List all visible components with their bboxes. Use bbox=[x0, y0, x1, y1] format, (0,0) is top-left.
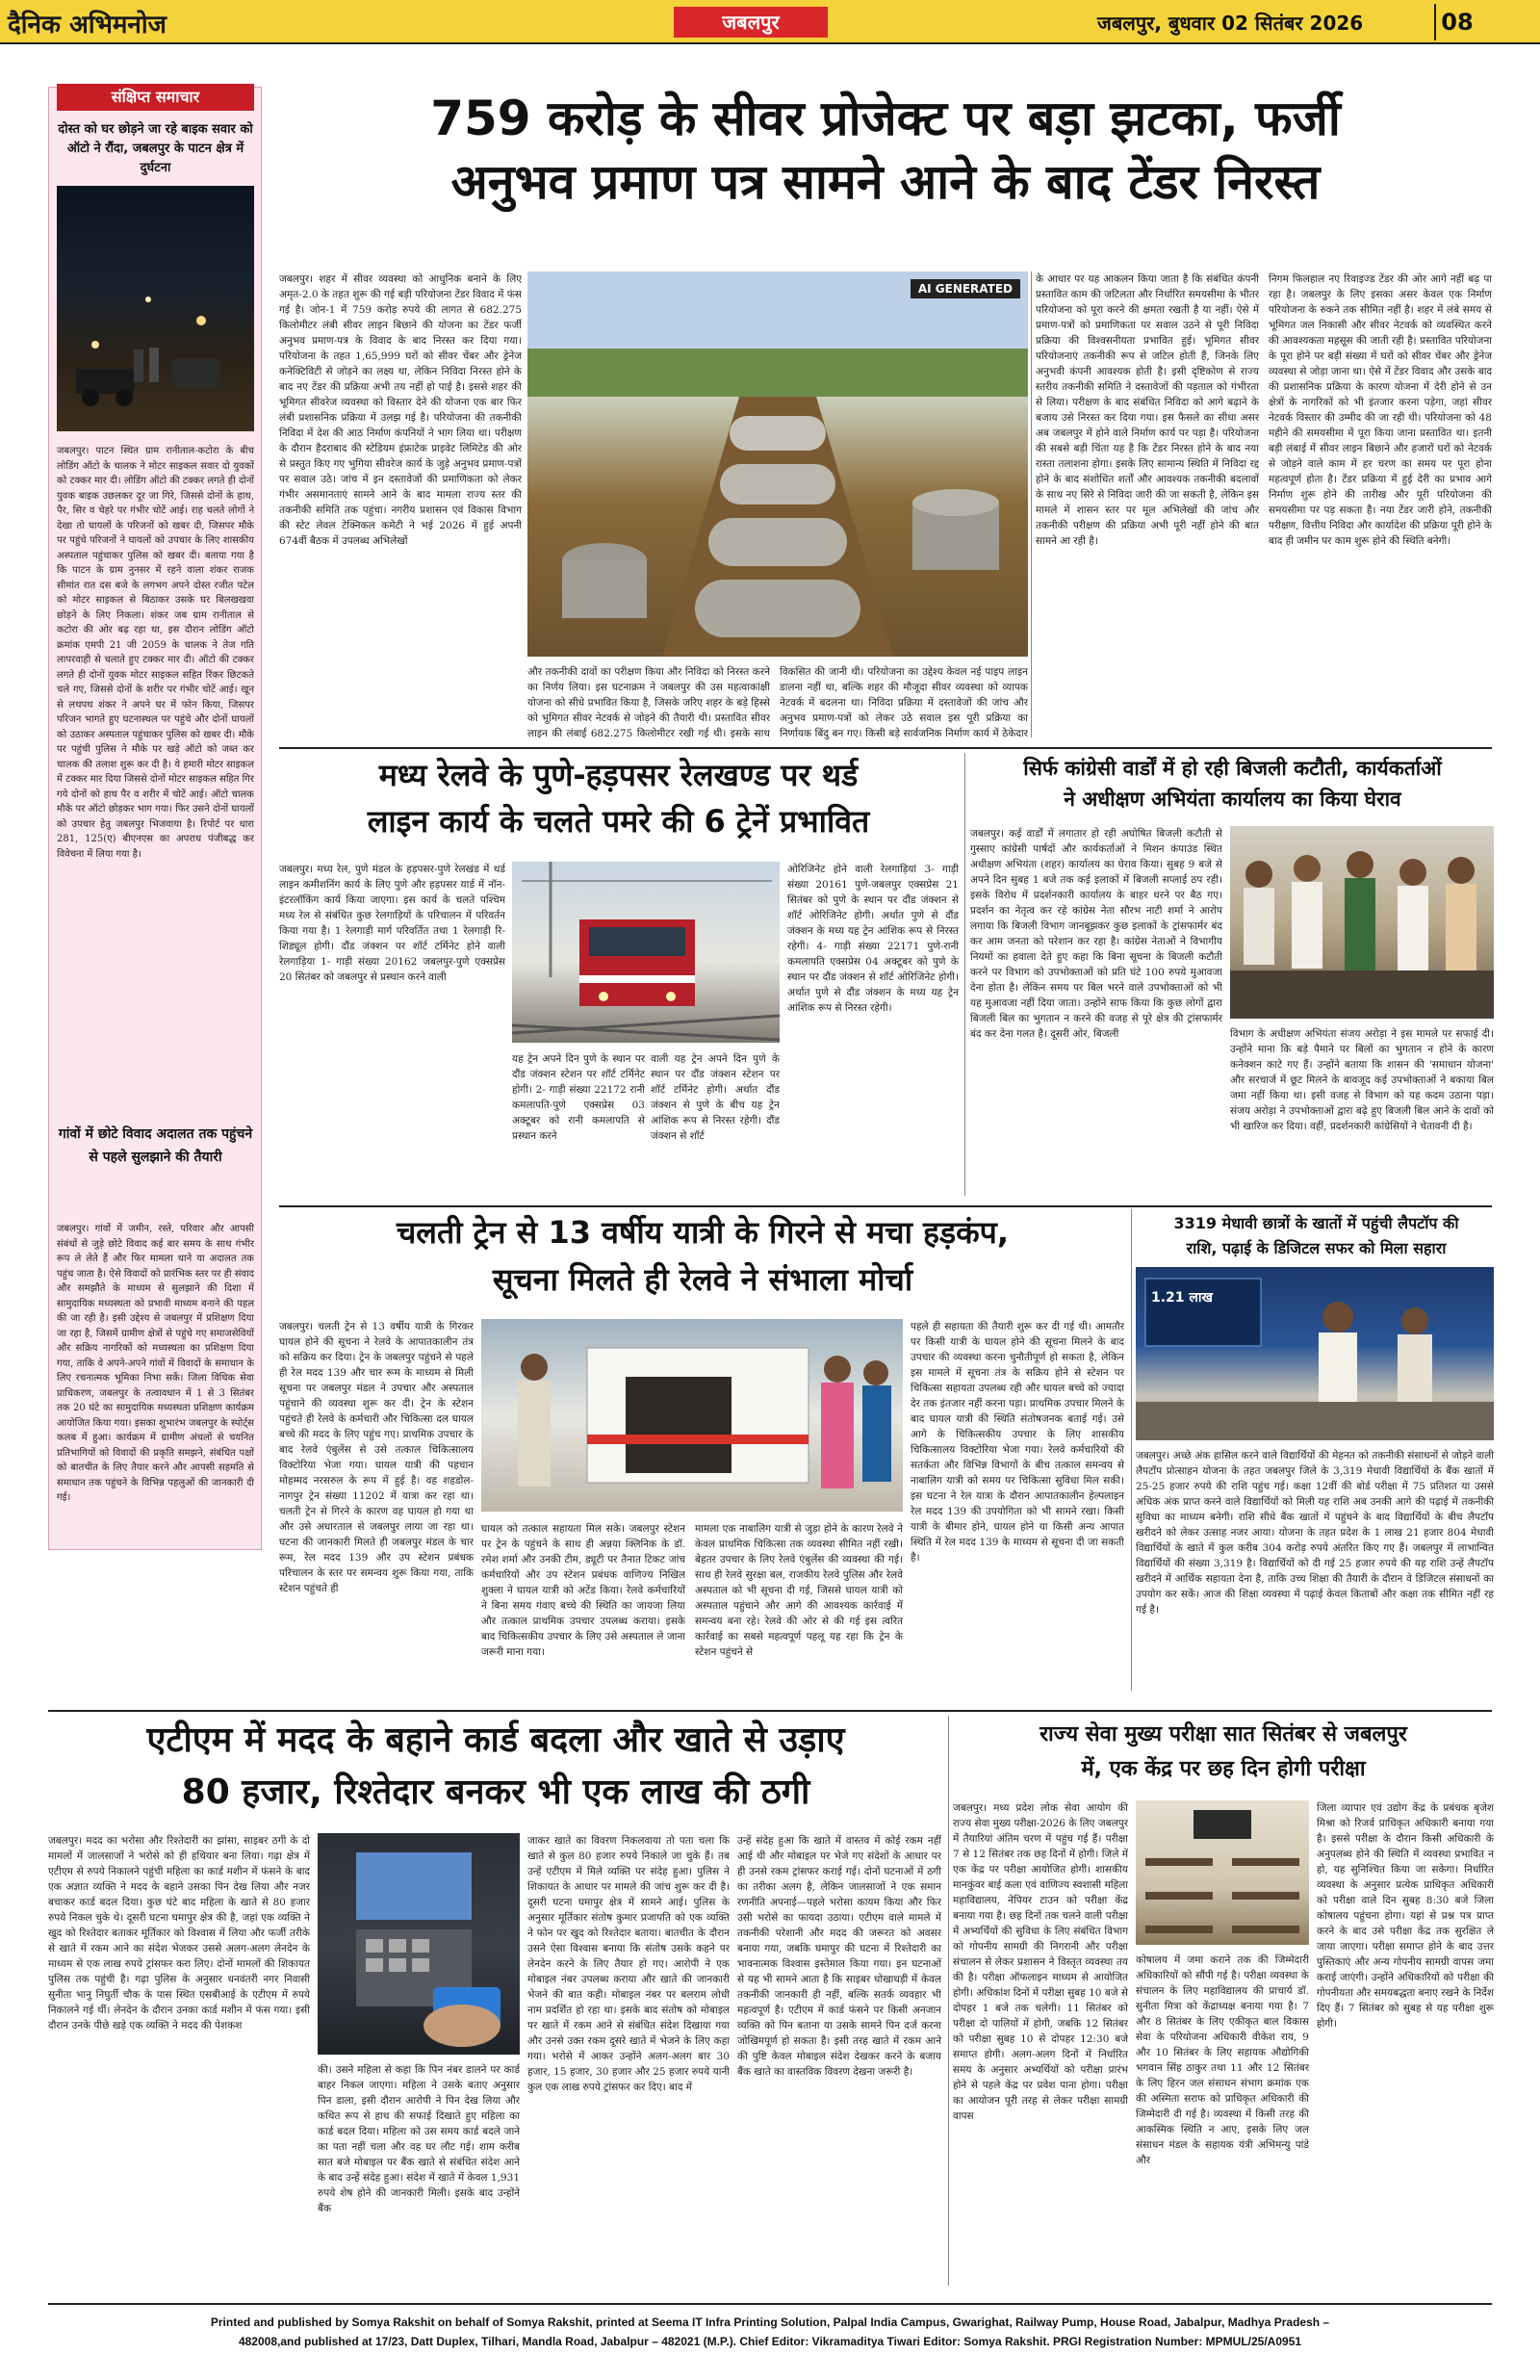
protest-crowd-illustration bbox=[1230, 826, 1494, 1019]
footer-imprint-line2: 482008,and published at 17/23, Datt Duplex, Tilhari, Mandla Road, Jabalpur – 482021 (M.P.). Chief Editor: Vikramaditya Tiwari Editor: Somya Rakshit. PRGI Registration Number: MPMUL/25/A0951 bbox=[238, 2335, 1302, 2348]
laptop-col1: जबलपुर। अच्छे अंक हासिल करने वाले विद्यार्थियों की मेहनत को तकनीकी संसाधनों से जोड़ने वाली लैपटॉप प्रोत्साहन योजना के तहत जबलपुर जिले के 3,319 मेधावी विद्यार्थियों के बैंक खातों में 25-25 हजार रुपये की राशि पहुंच गई। कक्षा 12वीं की बोर्ड परीक्षा में 75 प्रतिशत या उससे अधिक अंक प्राप्त करने वाले विद्यार्थियों को मिली यह राशि अब उनकी आगे की पढ़ाई में तकनीकी सुविधा का माध्यम बनेगी। राशि सीधे बैंक खातों में पहुंचने के बाद विद्यार्थियों के बीच लैपटॉप खरीदने को लेकर उत्साह नजर आया। योजना के तहत प्रदेश के 1 लाख 21 हजार 804 मेधावी विद्यार्थियों के खाते में कुल करीब 304 करोड़ रुपये अंतरित किए गए हैं। जबलपुर में लाभान्वित विद्यार्थियों की संख्या 3,319 है। विद्यार्थियों को दी गई 25 हजार रुपये की यह राशि उन्हें लैपटॉप खरीदने में आर्थिक सहायता देना है, ताकि उच्च शिक्षा की तैयारी के दौरान वे डिजिटल संसाधनों का उपयोग कर सकें। आज की शिक्षा व्यवस्था में पढ़ाई केवल किताबों और कक्षा तक सीमित नहीं रह गई है। bbox=[1136, 1450, 1494, 1616]
trainfall-laptop-divider bbox=[1131, 1209, 1132, 1691]
city-tag: जबलपुर bbox=[674, 7, 828, 38]
rule-1 bbox=[279, 747, 1492, 749]
lead-col1: जबलपुर। शहर में सीवर व्यवस्था को आधुनिक बनाने के लिए अमृत-2.0 के तहत शुरू की गई बड़ी परियोजना टेंडर विवाद में फंस गई है। जोन-1 में 759 करोड़ रुपये की लागत से 682.275 किलोमीटर लंबी सीवर लाइन बिछाने की योजना का टेंडर फर्जी अनुभव प्रमाण-पत्र के विवाद के बाद निरस्त कर दिया गया। परियोजना के तहत 1,65,999 घरों को सीवर चेंबर और ड्रेनेज कनेक्टिविटी से जोड़ने का लक्ष्य था, लेकिन निविदा निरस्त होने के बाद नए टेंडर की प्रक्रिया अभी तय नहीं हो पाई है। इससे शहर की भूमिगत सीवरेज व्यवस्था को विस्तार देने की योजना एक बार फिर लंबी प्रशासनिक प्रक्रिया में उलझ गई है। परियोजना की तकनीकी निविदा में देश की आठ निर्माण कंपनियों ने भाग लिया था। परीक्षण के दौरान हैदराबाद की स्टेडियम इंफ्राटेक प्राइवेट लिमिटेड की ओर से प्रस्तुत किए गए भुगिया सीवरेज कार्य के जुड़े अनुभव प्रमाण-पत्रों पर सवाल उठे। जांच में इन दस्तावेजों की प्रमाणिकता को लेकर गंभीर असमानताएं सामने आने के बाद मामला राज्य स्तर की तकनीकी समिति तक पहुंचा। नगरीय प्रशासन एवं विकास विभाग की स्टेट लेवल टेक्निकल कमेटी ने भई 2026 में हुई अपनी 674वीं बैठक में उपलब्ध अभिलेखों bbox=[279, 273, 522, 547]
trainfall-col2: घायल को तत्काल सहायता मिल सके। जबलपुर स्टेशन पर ट्रेन के पहुंचने के साथ ही अन्नया क्लिनिक के डॉ. रमेश शर्मा और उनकी टीम, ड्यूटी पर तैनात टिकट जांच कर्मचारियों और उप स्टेशन प्रबंधक वाणिज्य निखिल शुक्ला ने घायल यात्री को अटेंड किया। रेलवे कर्मचारियों ने बिना समय गंवाए बच्चे की स्थिति का जायजा लिया और तत्काल प्राथमिक उपचार उपलब्ध कराया। इसके बाद चिकित्सकीय उपचार के लिए उसे अस्पताल ले जाना जरूरी माना गया। bbox=[481, 1523, 685, 1658]
trainfall-col1: जबलपुर। चलती ट्रेन से 13 वर्षीय यात्री के गिरकर घायल होने की सूचना ने रेलवे के आपातकालीन तंत्र को सक्रिय कर दिया। ट्रेन के जबलपुर पहुंचने से पहले ही रेल मदद 139 और चार रूम के माध्यम से मिली सूचना पर जबलपुर मंडल ने उपचार और अस्पताल पहुंचाने की व्यवस्था शुरू कर दी। ट्रेन के स्टेशन पहुंचते ही रेलवे के कर्मचारी और चिकित्सा दल घायल बच्चे की मदद के लिए पहुंच गए। प्राथमिक उपचार के बाद रेलवे एंबुलेंस से उसे तत्काल चिकित्सालय विक्टोरिया भेजा गया। घायल यात्री की पहचान मोहम्मद नरसरुल के रूप में हुई है। वह शहडोल-नागपुर ट्रेन संख्या 11202 में यात्रा कर रहा था। चलती ट्रेन से गिरने के कारण वह घायल हो गया था और उसे अधारताल से जबलपुर लाया जा रहा था। घटना की जानकारी मिलते ही जबलपुर मंडल के चार रूम, रेल मदद 139 और उप स्टेशन प्रबंधक परिचालन के स्तर पर समन्वय शुरू किया गया, ताकि स्टेशन पहुंचते ही bbox=[279, 1321, 474, 1594]
congress-headline-1: सिर्फ कांग्रेसी वार्डों में हो रही बिजली कटौती, कार्यकर्ताओं bbox=[1023, 757, 1442, 780]
rail-headline-1: मध्य रेलवे के पुणे-हड़पसर रेलखण्ड पर थर्ड bbox=[378, 757, 859, 793]
footer bbox=[48, 2303, 1492, 2361]
trainfall-photo bbox=[481, 1319, 903, 1512]
trainfall-headline-1: चलती ट्रेन से 13 वर्षीय यात्री के गिरने से मचा हड़कंप, bbox=[396, 1214, 1010, 1251]
rail-photo bbox=[512, 862, 780, 1043]
brand-logo: दैनिक अभिमनोज bbox=[8, 11, 167, 39]
exam-headline-1: राज्य सेवा मुख्य परीक्षा सात सितंबर से जबलपुर bbox=[1040, 1722, 1407, 1746]
congress-col2: विभाग के अधीक्षण अभियंता संजय अरोड़ा ने इस मामले पर सफाई दी। उन्होंने माना कि बड़े पैमाने पर बिलों का भुगतान न होने के कारण कनेक्शन काटे गए हैं। उन्होंने बताया कि शासन की 'समाधान योजना' और सरचार्ज में छूट मिलने के बावजूद कई उपभोक्ताओं ने बकाया बिल जमा नहीं किया था। इसी वजह से विभाग को यह कदम उठाना पड़ा। संजय अरोड़ा ने उपभोक्ताओं द्वारा बढ़े हुए बिजली बिल आने के दावों को भी खारिज कर दिया। वहीं, प्रदर्शनकारी कांग्रेसियों ने चेतावनी दी है। bbox=[1230, 1028, 1494, 1132]
night-accident-scene bbox=[57, 186, 254, 431]
footer-imprint-line1: Printed and published by Somya Rakshit on behalf of Somya Rakshit, printed at Seema IT Infra Printing Solution, Palpal India Campus, Gwarighat, Railway Pump, House Road, Jabalpur, Madhya Pradesh – bbox=[210, 2315, 1330, 2329]
masthead bbox=[0, 0, 1540, 44]
brief2-headline: गांवों में छोटे विवाद अदालत तक पहुंचने से पहले सुलझाने की तैयारी bbox=[58, 1126, 253, 1165]
atm-exam-divider bbox=[948, 1716, 949, 2286]
exam-col1: जबलपुर। मध्य प्रदेश लोक सेवा आयोग की राज्य सेवा मुख्य परीक्षा-2026 के लिए जबलपुर में तैयारियां अंतिम चरण में पहुंच गई हैं। परीक्षा 7 से 12 सितंबर तक छह दिनों में होगी। जिले में एक केंद्र पर परीक्षा आयोजित होगी। शासकीय मानकुंवर बाई कला एवं वाणिज्य स्वशासी महिला महाविद्यालय, नेपियर टाउन को परीक्षा केंद्र बनाया गया है। छह दिनों तक चलने वाली परीक्षा में अभ्यर्थियों की सुविधा के लिए संबंधित विभाग को गोपनीय सामग्री की निगरानी और परीक्षा संचालन से लेकर प्रशासन ने विस्तृत व्यवस्था तय की है। परीक्षा ऑफलाइन माध्यम से आयोजित होगी। अधिकांश दिनों में परीक्षा सुबह 10 बजे से दोपहर 1 बजे तक चलेगी। 11 सितंबर को परीक्षा दो पालियों में होगी, जबकि 12 सितंबर को परीक्षा सुबह 10 से दोपहर 12:30 बजे समाप्त होगी। अलग-अलग दिनों में निर्धारित समय के अनुसार अभ्यर्थियों को परीक्षा प्रारंभ होने से पहले केंद्र पर प्रवेश पाना होगा। परीक्षा का आयोजन पूरी तरह से लेकर परीक्षा सामग्री वापस bbox=[953, 1802, 1128, 2122]
brief2-body: जबलपुर। गांवों में जमीन, रस्ते, परिवार और आपसी संबंधों से जुड़े छोटे विवाद कई बार समय के साथ गंभीर रूप ले लेते हैं और फिर मामला थाने या अदालत तक पहुंच जाता है। ऐसे विवादों को प्रारंभिक स्तर पर ही संवाद और समझौते के माध्यम से सुलझाने की दिशा में सामुदायिक मध्यस्थता को प्रभावी माध्यम बनाने की पहल की जा रही है। इसी उद्देश्य से जबलपुर में प्रशिक्षण दिया जा रहा है, जिसमें ग्रामीण क्षेत्रों से पहुंचे गए समाजसेवियों और सक्रिय नागरिकों को मध्यस्थता का प्रशिक्षण दिया गया, ताकि वे अपने-अपने गांवों में विवादों के समाधान के लिए रचनात्मक भूमिका निभा सकें। जिला विधिक सेवा प्राधिकरण, जबलपुर के तत्वावधान में 1 से 3 सितंबर तक 20 घंटे का सामुदायिक मध्यस्थता प्रशिक्षण कार्यक्रम आयोजित किया गया। इसका शुभारंभ जबलपुर के स्पोर्ट्स कलब में हुआ। कार्यक्रम में ग्रामीण अंचलों से चयनित प्रतिभागियों को विवादों की प्रकृति समझने, संबंधित पक्षों को बातचीत के लिए तैयार करने और आपसी सहमति से समाधान तक पहुंचने के विभिन्न पहलुओं की जानकारी दी गई। bbox=[57, 1224, 254, 1503]
atm-col2: की। उसने महिला से कहा कि पिन नंबर डालने पर कार्ड बाहर निकल जाएगा। महिला ने उसके बताए अनुसार पिन डाला, इसी दौरान आरोपी ने पिन देख लिया और कथित रूप से हाथ की सफाई दिखाते हुए महिला का कार्ड बदल दिया। महिला को उस समय कार्ड बदले जाने का पता नहीं चला और वह घर लौट गई। शाम करीब सात बजे मोबाइल पर बैंक खाते से संबंधित संदेश आने के बाद उन्हें संदेह हुआ। संदेश में खाते में केवल 1,931 रुपये शेष होने की जानकारी मिली। इसके बाद उन्होंने बैंक bbox=[318, 2064, 520, 2214]
atm-headline-1: एटीएम में मदद के बहाने कार्ड बदला और खाते से उड़ाए bbox=[146, 1720, 845, 1760]
rule-3 bbox=[48, 1710, 1492, 1712]
exam-col2: कोषालय में जमा कराने तक की जिम्मेदारी अधिकारियों को सौंपी गई है। परीक्षा व्यवस्था के संचालन के लिए महाविद्यालय की प्राचार्य डॉ. सुनीता मित्रा को केंद्राध्यक्ष बनाया गया है। 7 और 8 सितंबर के लिए एकीकृत बाल विकास सेवा के परियोजना अधिकारी वीकेश राय, 9 और 10 सितंबर के लिए सहायक औद्योगिकी भगवान सिंह ठाकुर तथा 11 और 12 सितंबर के लिए हिरन जल संसाधन संभाग क्रमांक एक की अस्मिता सराफ को प्राधिकृत अधिकारी की जिम्मेदारी दी गई है। व्यवस्था में किसी तरह की आकस्मिक स्थिति न आए, इसके लिए जल संसाधन मंडल के सहायक यंत्री अभिमन्यु पांडे और bbox=[1136, 1954, 1309, 2166]
laptop-headline-2: राशि, पढ़ाई के डिजिटल सफर को मिला सहारा bbox=[1186, 1239, 1447, 1257]
exam-col3: जिला व्यापार एवं उद्योग केंद्र के प्रबंधक बृजेश मिश्रा को रिजर्व प्राधिकृत अधिकारी बनाया गया है। इससे परीक्षा के दौरान किसी अधिकारी के अनुपलब्ध होने की स्थिति में व्यवस्था प्रभावित न हो, यह सुनिश्चित किया जा सकेगा। निर्धारित व्यवस्था के अनुसार प्रत्येक प्राधिकृत अधिकारी को परीक्षा वाले दिन सुबह 8:30 बजे जिला कोषालय पहुंचना होगा। यहां से प्रश्न पत्र प्राप्त करने के बाद उसे परीक्षा केंद्र तक सुरक्षित ले जाया जाएगा। परीक्षा समाप्त होने के बाद उत्तर पुस्तिकाएं और अन्य गोपनीय सामग्री वापस जमा कराई जाएंगी। उन्होंने अधिकारियों को परीक्षा की गोपनीयता और समयबद्धता बनाए रखने के निर्देश दिए हैं। 7 सितंबर को सुबह से यह परीक्षा शुरू होगी। bbox=[1317, 1802, 1494, 2030]
congress-headline-2: ने अधीक्षण अभियंता कार्यालय का किया घेराव bbox=[1064, 788, 1401, 811]
rail-col3: वाली यह ट्रेन अपने दिन पुणे के स्थान पर दौंड जंक्शन स्टेशन पर शॉर्ट टर्मिनेट होगी। अर्थात दौंड जंक्शन से पुणे के बीच यह ट्रेन आंशिक रूप से निरस्त रहेगी। दौंड जंक्शन से शॉर्ट bbox=[651, 1053, 780, 1142]
rail-congress-divider bbox=[964, 753, 965, 1196]
atm-photo bbox=[318, 1833, 520, 2055]
congress-col1: जबलपुर। कई वार्डों में लगातार हो रही अघोषित बिजली कटौती से गुस्साए कांग्रेसी पार्षदों और कार्यकर्ताओं ने मिशन कंपाउंड स्थित अधीक्षण अभियंता (शहर) कार्यालय का घेराव किया। सुबह 9 बजे से अपने दिन सुबह 1 बजे तक कई इलाकों में बिजली सप्लाई ठप रही। इसके विरोध में प्रदर्शनकारी कार्यालय के बाहर धरने पर बैठ गए। प्रदर्शन का नेतृत्व कर रहे कांग्रेस नेता सौरभ नाटी शर्मा ने आरोप लगाया कि बिजली विभाग जानबूझकर कुछ इलाकों के ट्रांसफार्मर बंद कर आम जनता को परेशान कर रहा है। कांग्रेस नेताओं ने विभागीय नियमों का हवाला देते हुए कहा कि बिना सूचना के बिजली कटौती करने पर विभाग को उपभोक्ताओं को प्रति घंटे 100 रुपये मुआवजा देना होता है। लेकिन समय पर बिल भरने वाले उपभोक्ताओं को भी यह मुआवजा नहीं दिया जाता। उन्होंने साफ किया कि कुछ लोगों द्वारा बिजली बिल का भुगतान न करने की वजह से पूरे क्षेत्र की ट्रांसफार्मर बंद कर देना गलत है। दूसरी ओर, बिजली bbox=[970, 828, 1222, 1040]
atm-col3: जाकर खाते का विवरण निकलवाया तो पता चला कि खाते से कुल 80 हजार रुपये निकाले जा चुके हैं। तब उन्हें एटीएम में मिले व्यक्ति पर संदेह हुआ। पुलिस ने शिकायत के आधार पर मामले की जांच शुरू कर दी है। दूसरी घटना घमापुर क्षेत्र में सामने आई। पुलिस के अनुसार मूर्तिकार संतोष कुमार प्रजापति को एक व्यक्ति ने फोन पर खुद को रिश्तेदार बताया। बातचीत के दौरान उसने ऐसा विश्वास बनाया कि संतोष उसके कहने पर लेनदेन करने के लिए तैयार हो गए। आरोपी ने एक मोबाइल नंबर उपलब्ध कराया और खाते की जानकारी भेजने की बात कही। मोबाइल नंबर पर बलराम लोधी नाम प्रदर्शित हो रहा था। इसके बाद संतोष को मोबाइल पर खाते में रकम आने से संबंधित संदेश दिखाया गया और उनसे उक्त रकम दूसरे खाते में भेजने के लिए कहा गया। भरोसे में आकर उन्होंने अलग-अलग बार 30 हजार, 15 हजार, 30 हजार और 25 हजार रुपये यानी कुल एक लाख रुपये ट्रांसफर कर दिए। बाद में bbox=[527, 1835, 730, 2093]
lead-headline-2: अनुभव प्रमाण पत्र सामने आने के बाद टेंडर निरस्त bbox=[450, 154, 1321, 210]
lead-col4: के आधार पर यह आकलन किया जाता है कि संबंधित कंपनी प्रस्तावित काम की जटिलता और निर्धारित समयसीमा के भीतर परियोजना को पूरा करने की क्षमता रखती है या नहीं। ऐसे में प्रमाण-पत्रों को प्रमाणिकता पर सवाल उठने से पूरी निविदा प्रक्रिया की विश्वसनीयता प्रभावित हुई। भूमिगत सीवर परियोजनाएं तकनीकी रूप से जटिल होती हैं, जिनके लिए अनुभवी कंपनी आवश्यक होती है। इसी दृष्टिकोण से राज्य स्तरीय तकनीकी समिति ने दस्तावेजों की पड़ताल को गंभीरता से लिया। परीक्षण के बाद संबंधित निविदा को आगे बढ़ाने के बजाय उसे निरस्त कर दिया गया। इस फैसले का सीधा असर अब जबलपुर में होने वाले निर्माण कार्य पर पड़ा है। परियोजना की सबसे बड़ी चिंता यह है कि टेंडर निरस्त होने के बाद नया रास्ता तलाशना होगा। इसके लिए सामान्य स्थिति में निविदा रद्द होने के बाद संशोधित शर्तों और आवश्यक तकनीकी बदलावों के साथ नए सिरे से निविदा जारी की जा सकती है, लेकिन इस मामले में शासन स्तर पर मूल अभिलेखों की जांच और तकनीकी परीक्षण की प्रक्रिया अभी पूरी नहीं होने की बात सामने आ रही है। bbox=[1036, 273, 1259, 547]
issue-date: जबलपुर, बुधवार 02 सितंबर 2026 bbox=[1097, 12, 1364, 35]
sewer-pipes-illustration bbox=[527, 272, 1028, 657]
lead-col3: विकसित की जानी थी। परियोजना का उद्देश्य केवल नई पाइप लाइन डालना नहीं था, बल्कि शहर की मौजूदा सीवर व्यवस्था को व्यापक नेटवर्क में बदलना था। निविदा प्रक्रिया में दस्तावेजों की जांच और अनुभव प्रमाण-पत्रों को लेकर उठे सवाल इस पूरी प्रक्रिया का निर्णायक बिंदु बन गए। किसी बड़े सार्वजनिक निर्माण कार्य में ठेकेदार bbox=[780, 666, 1028, 739]
exam-hall-illustration bbox=[1136, 1800, 1309, 1945]
sidebar-label: संक्षिप्त समाचार bbox=[57, 84, 254, 111]
brief1-photo bbox=[57, 186, 254, 431]
rail-headline-2: लाइन कार्य के चलते पमरे की 6 ट्रेनें प्रभावित bbox=[367, 803, 870, 840]
trainfall-headline-2: सूचना मिलते ही रेलवे ने संभाला मोर्चा bbox=[492, 1261, 913, 1298]
rail-col1: जबलपुर। मध्य रेल, पुणे मंडल के हड़पसर-पुणे रेलखंड में थर्ड लाइन कमीशनिंग कार्य के लिए पुणे और हड़पसर यार्ड में नॉन-इंटरलॉकिंग कार्य किया जाएगा। इस कार्य के चलते पश्चिम मध्य रेल से संबंधित कुछ रेलगाड़ियों के परिचालन में परिवर्तन किया गया है। 1 रेलगाड़ी मार्ग परिवर्तित तथा 1 रेलगाड़ी रि-शिड्यूल होगी। दौंड जंक्शन पर शॉर्ट टर्मिनेट होने वाली रेलगाड़िया 1- गाड़ी संख्या 20162 जबलपुर-पुणे एक्सप्रेस 20 सितंबर को जबलपुर से प्रस्थान करने वाली bbox=[279, 864, 505, 983]
exam-headline-2: में, एक केंद्र पर छह दिन होगी परीक्षा bbox=[1081, 1757, 1366, 1781]
lead-photo bbox=[527, 272, 1028, 657]
rail-col4: ओरिजिनेट होने वाली रेलगाड़ियां 3- गाड़ी संख्या 20161 पुणे-जबलपुर एक्सप्रेस 21 सितंबर को पुणे के स्थान पर दौंड जंक्शन से शॉर्ट ओरिजिनेट होगी। अर्थात पुणे से दौंड जंक्शन के मध्य यह ट्रेन आंशिक रूप से निरस्त रहेगी। 4- गाड़ी संख्या 22171 पुणे-रानी कमलापति एक्सप्रेस 04 अक्टूबर को पुणे के स्थान पर दौंड जंक्शन से शॉर्ट ओरिजिनेट होगी। अर्थात पुणे से दौंड जंक्शन के मध्य यह ट्रेन आंशिक रूप से निरस्त रहेगी। bbox=[787, 864, 959, 1014]
lead-col2: और तकनीकी दावों का परीक्षण किया और निविदा को निरस्त करने का निर्णय लिया। इस घटनाक्रम ने जबलपुर की उस महत्वाकांक्षी योजना को सीधे प्रभावित किया है, जिसके जरिए शहर के बड़े हिस्से को भूमिगत सीवर नेटवर्क से जोड़ने की तैयारी थी। प्रस्तावित सीवर लाइन की लंबाई 682.275 किलोमीटर रखी गई थी। इसके साथ bbox=[527, 666, 770, 739]
lead-headline-1: 759 करोड़ के सीवर प्रोजेक्ट पर बड़ा झटका, फर्जी bbox=[430, 91, 1341, 146]
page-number: 08 bbox=[1434, 4, 1478, 40]
congress-photo bbox=[1230, 826, 1494, 1019]
lead-col5: निगम फिलहाल नए रिवाइज्ड टेंडर की ओर आगे नहीं बढ़ पा रहा है। जबलपुर के लिए इसका असर केवल एक निर्माण परियोजना के रुकने तक सीमित नहीं है। शहर में लंबे समय से भूमिगत जल निकासी और सीवर नेटवर्क को व्यवस्थित करने की आवश्यकता महसूस की जाती रही है। प्रस्तावित परियोजना के पूरा होने पर बड़ी संख्या में घरों को सीवर चेंबर और ड्रेनेज व्यवस्था से जोड़ा जाना था। ऐसे में टेंडर विवाद और उसके बाद की प्रशासनिक प्रक्रिया के कारण योजना में देरी होने से उन क्षेत्रों के नागरिकों को भी इंतजार करना पड़ेगा, जहां सीवर नेटवर्क विस्तार की उम्मीद की जा रही थी। परियोजना को 48 महीने की समयसीमा में पूरा किया जाना प्रस्तावित था। इतनी बड़ी लंबाई में सीवर लाइन बिछाने और हजारों घरों को नेटवर्क से जोड़ने वाले काम में हर चरण का समय पर पूरा होना महत्वपूर्ण होता है। टेंडर प्रक्रिया में हुई देरी का प्रभाव आगे निर्माण शुरू होने की तारीख और पूरी परियोजना की समयसीमा पर पड़ सकता है। नया टेंडर जारी होने, तकनीकी परीक्षण, वित्तीय निविदा और कार्यादेश की प्रक्रिया पूरी होने के बाद ही जमीन पर काम शुरू होने की स्थिति बनेगी। bbox=[1269, 273, 1492, 547]
laptop-photo bbox=[1136, 1267, 1494, 1440]
rule-2 bbox=[279, 1205, 1492, 1207]
atm-headline-2: 80 हजार, रिश्तेदार बनकर भी एक लाख की ठगी bbox=[181, 1772, 810, 1812]
ambulance-scene-illustration bbox=[481, 1319, 903, 1512]
exam-photo bbox=[1136, 1800, 1309, 1945]
train-engine-illustration bbox=[512, 862, 780, 1043]
laptop-photo-text: 1.21 लाख bbox=[1151, 1290, 1213, 1306]
trainfall-col4: पहले ही सहायता की तैयारी शुरू कर दी गई थी। आमतौर पर किसी यात्री के घायल होने की सूचना मिलने के बाद उपचार की व्यवस्था करना चुनौतीपूर्ण हो सकता है, लेकिन इस मामले में सूचना तंत्र के सक्रिय होने से स्टेशन पर चिकित्सा सहायता उपलब्ध रही और घायल बच्चे को ज्यादा देर तक इंतजार नहीं करना पड़ा। प्राथमिक उपचार मिलने के बाद घायल यात्री की स्थिति संतोषजनक बताई गई। उसे आगे के चिकित्सकीय उपचार के लिए शासकीय चिकित्सालय विक्टोरिया भेजा गया। रेलवे कर्मचारियों की सतर्कता और विभिन्न विभागों के बीच तत्काल समन्वय से नाबालिग यात्री को समय पर चिकित्सा सुविधा मिल सकी। इस घटना ने रेल यात्रा के दौरान आपातकालीन हेल्पलाइन रेल मदद 139 की उपयोगिता को भी सामने रखा। किसी यात्री के बीमार होने, घायल होने या किसी अन्य आपात स्थिति में रेल मदद 139 के माध्यम से सूचना दी जा सकती है। bbox=[911, 1321, 1124, 1564]
lead-divider bbox=[1031, 272, 1032, 737]
atm-card-illustration bbox=[318, 1833, 520, 2055]
laptop-headline-1: 3319 मेधावी छात्रों के खातों में पहुंची लैपटॉप की bbox=[1173, 1214, 1459, 1232]
rail-col2: यह ट्रेन अपने दिन पुणे के स्थान पर दौंड जंक्शन स्टेशन पर शॉर्ट टर्मिनेट होगी। 2- गाड़ी संख्या 22172 रानी कमलापति-पुणे एक्सप्रेस 03 अक्टूबर को रानी कमलापति से प्रस्थान करने bbox=[512, 1053, 645, 1142]
ai-generated-tag: AI GENERATED bbox=[911, 279, 1020, 298]
sidebar bbox=[48, 87, 262, 1550]
atm-col1: जबलपुर। मदद का भरोसा और रिश्तेदारी का झांसा, साइबर ठगी के दो मामलों में जालसाजों ने भरोसे को ही हथियार बना लिया। गढ़ा क्षेत्र में एटीएम से रुपये निकालने पहुंची महिला का कार्ड मशीन में फंसने के बाद एक अज्ञात व्यक्ति ने मदद के बहाने उसका पिन देख लिया और नजर बचाकर कार्ड बदल दिया। कुछ घंटे बाद महिला के खाते से 80 हजार रुपये निकल चुके थे। दूसरी घटना घमापुर क्षेत्र की है, जहां एक व्यक्ति ने खुद को रिश्तेदार बताकर मूर्तिकार को विश्वास में लिया और फर्जी तरीके से खाते में रकम आने का संदेश भेजकर उससे अलग-अलग लेनदेन के माध्यम से एक लाख रुपये ट्रांसफर करा लिए। दोनों मामलों की शिकायत पुलिस तक पहुंची है। गढ़ा पुलिस के अनुसार धनवंतरी नगर निवासी सुनीता भानु निघुर्ती चौक के पास स्थित एसबीआई के एटीएम में रुपये निकालने गई थीं। लेनदेन के दौरान उनका कार्ड मशीन में फंस गया। इसी दौरान उनके पीछे खड़े एक व्यक्ति ने मदद की पेशकश bbox=[48, 1835, 310, 2031]
trainfall-col3: मामला एक नाबालिग यात्री से जुड़ा होने के कारण रेलवे ने केवल प्राथमिक चिकित्सा तक व्यवस्था सीमित नहीं रखी। बेहतर उपचार के लिए रेलवे एंबुलेंस की व्यवस्था की गई। साथ ही रेलवे सुरक्षा बल, राजकीय रेलवे पुलिस और रेलवे अस्पताल को भी सूचना दी गई, जिससे घायल यात्री को अस्पताल पहुंचाने और आगे की आवश्यक कार्रवाई में समन्वय बना रहे। रेलवे की ओर से की गई इस त्वरित कार्रवाई का सबसे महत्वपूर्ण पहलू यह रहा कि ट्रेन के स्टेशन पहुंचने से bbox=[695, 1523, 903, 1658]
brief1-headline: दोस्त को घर छोड़ने जा रहे बाइक सवार को ऑटो ने रौंदा, जबलपुर के पाटन क्षेत्र में दुर्घटना bbox=[58, 122, 253, 175]
atm-col4: उन्हें संदेह हुआ कि खाते में वास्तव में कोई रकम नहीं आई थी और मोबाइल पर भेजे गए संदेशों के आधार पर ही उनसे रकम ट्रांसफर कराई गई। दोनों घटनाओं में ठगी का तरीका अलग है, लेकिन जालसाजों ने एक समान रणनीति अपनाई—पहले भरोसा कायम किया और फिर उसी भरोसे का फायदा उठाया। एटीएम वाले मामले में तकनीकी परेशानी और मदद की जरूरत को अवसर बनाया गया, जबकि घमापुर की घटना में रिश्तेदारी का भावनात्मक विश्वास इस्तेमाल किया गया। इन घटनाओं से यह भी सामने आता है कि साइबर धोखाधड़ी में केवल तकनीकी जानकारी ही नहीं, बल्कि सतर्क व्यवहार भी महत्वपूर्ण है। एटीएम में कार्ड फंसने पर किसी अनजान व्यक्ति को पिन बताना या उसके सामने पिन दर्ज करना जोखिमपूर्ण हो सकता है। इसी तरह खाते में रकम आने की पुष्टि केवल मोबाइल संदेश देखकर करने के बजाय बैंक खाते का वास्तविक विवरण देखना जरूरी है। bbox=[737, 1835, 941, 2078]
brief1-body: जबलपुर। पाटन स्थित ग्राम रानीताल-कटोरा के बीच लोडिंग ऑटो के चालक ने मोटर साइकल सवार दो युवकों को टक्कर मार दी। लोडिंग ऑटो की टक्कर लगते ही दोनों युवक बाइक उछलकर दूर जा गिरे, जिससे दोनों के हाथ, पैर, सिर व चेहरे पर गंभीर चोटें आई। राह चलते लोगों ने देखा तो घायलों के परिजनों को खबर दी, जिसपर मौके पर पहुंचे परिजनों ने घायलों को उपचार के लिए शासकीय अस्पताल पहुंचाकर पुलिस को खबर दी। बताया गया है कि पाटन के ग्राम नुनसर में रहने वाला शंकर राजक सीमांत रात दस बजे के लगभग अपने दोस्त रजीत पटेल को मोटर साइकल से बिठाकर उसके घर बिलखखवा छोड़ने के लिए निकला। शंकर जब ग्राम रानीताल से कटोरा की ओर बढ़ रहा था, इस दौरान लोडिंग ऑटो क्रमांक एमपी 21 जी 2059 के चालक ने तेज गति लापरवाही से चलाते हुए टक्कर मार दी। ऑटो की टक्कर लगते ही दोनों युवक मोटर साइकल सहित रिंकर छिटकते चले गए, जिससे दोनों के शरीर पर गंभीर चोटें आई। खून से लथपथ शंकर ने अपने घर में फोन किया, जिसपर परिजन भागते हुए घटनास्थल पर पहुंचे और दोनों घायलों को उठाकर अस्पताल पहुंचाकर पुलिस को खबर दी। मौके पर पहुंची पुलिस ने मौके पर खड़े ऑटो को जब्त कर चालक की तलाश शुरू कर दी है। ये हमारी मोटर साइकल में टक्कर मार दिया जिससे दोनों मोटर साइकल सहित गिर गये दोनों को हाथ पैर व शरीर में चोटें आई। ऑटो चालक मौके पर ऑटो छोड़कर भाग गया। फिर उसने दोनों घायलों को उपचार हेतु जबलपुर भिजवाया है। रिपोर्ट पर धारा 281, 125(ए) बीएनएस का अपराध पंजीबद्ध कर विवेचना में लिया गया है। bbox=[57, 446, 254, 860]
